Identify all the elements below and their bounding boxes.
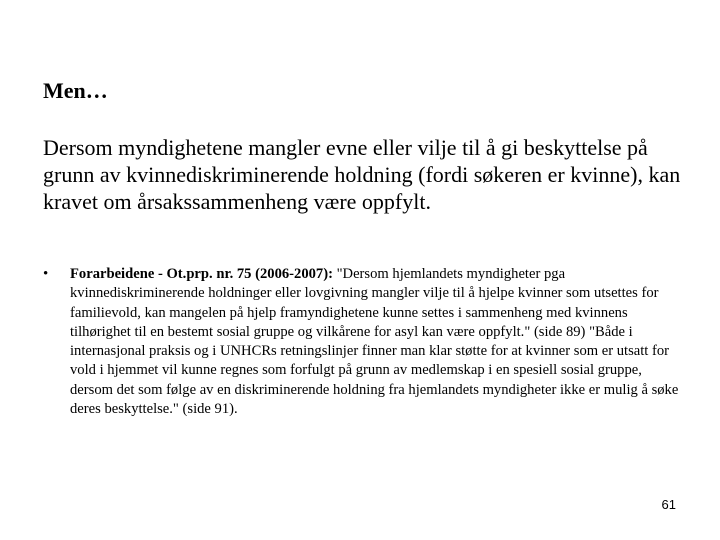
bullet-marker: • — [43, 266, 49, 282]
quote-one: "Dersom hjemlandets myndigheter pga kvinnediskriminerende holdninger eller lovgivning mangler vilje til å hjelpe kvinner som utsettes for familievold, kan mangelen på hjelp framyndighetene kunne settes i sammenheng med kvinnens tilhørighet til en bestemt sosial gruppe og vilkårene for asyl kan være oppfylt." — [70, 266, 659, 340]
page-ref-one: (side 89) — [530, 323, 586, 340]
page-ref-two: (side 91) — [178, 401, 235, 418]
source-reference: Forarbeidene - Ot.prp. nr. 75 (2006-2007): — [70, 266, 333, 282]
quote-two: "Både i internasjonal praksis og i UNHCRs retningslinjer finner man klar støtte for at kvinner som er utsatt for vold i hjemmet vil kunne regnes som forfulgt på grunn av medlemskap i en spesiell sosial gruppe, dersom det som følge av en diskriminerende holdning fra hjemlandets myndigheter ikke er mulig å søke deres beskyttelse." — [70, 323, 679, 418]
bullet-text — [70, 265, 685, 419]
page-number: 61 — [661, 497, 676, 512]
main-paragraph: Dersom myndighetene mangler evne eller vilje til å gi beskyttelse på grunn av kvinnediskriminerende holdning (fordi søkeren er kvinne), kan kravet om årsakssammenheng være oppfylt. — [43, 135, 681, 214]
sentence-end: . — [234, 401, 238, 418]
slide-heading: Men… — [43, 78, 108, 103]
